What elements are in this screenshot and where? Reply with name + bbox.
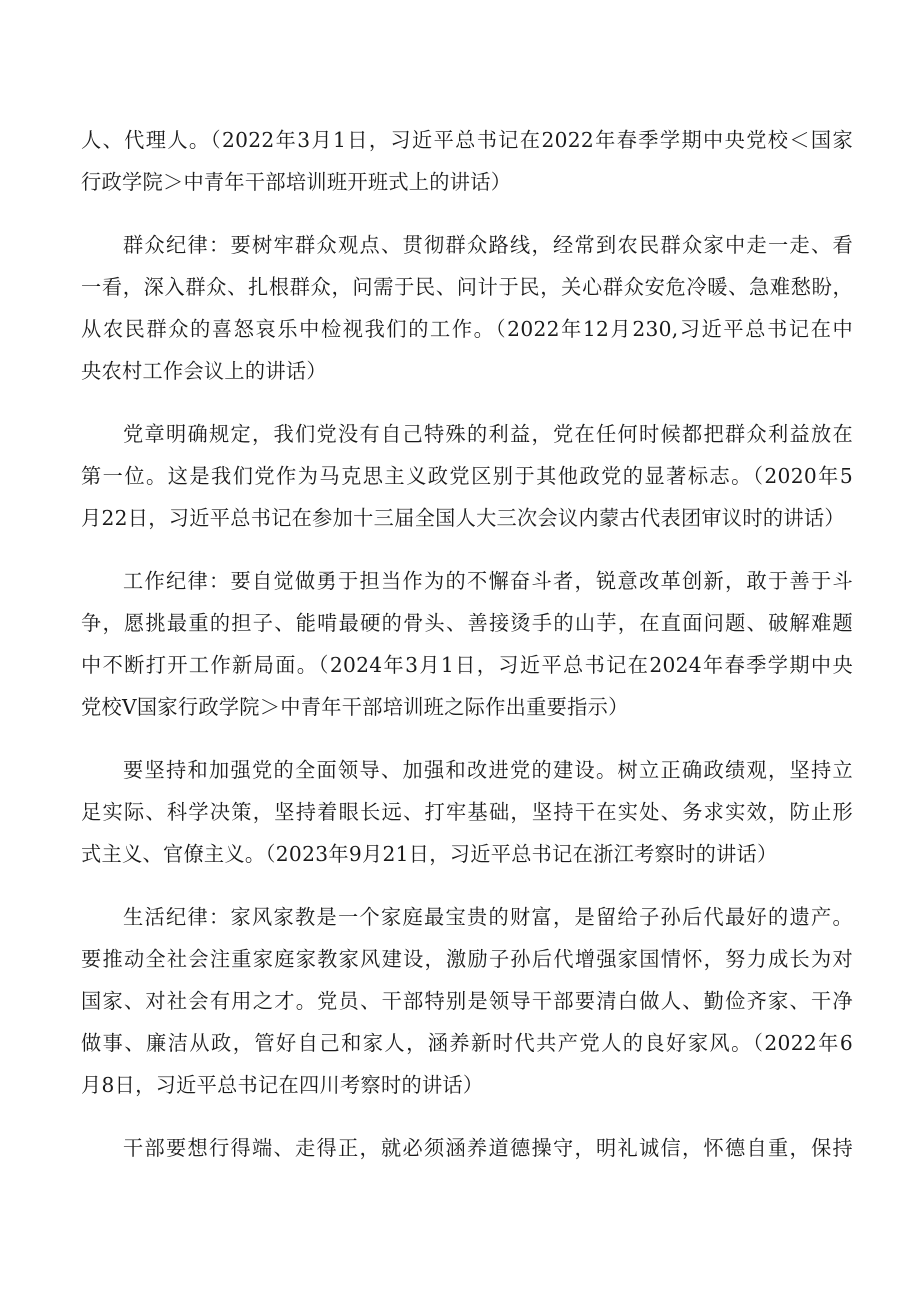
document-page <box>81 119 853 1190</box>
paragraph <box>81 119 853 203</box>
paragraph <box>81 749 853 875</box>
text-line: 中不断打开工作新局面。（2024年3月1日，习近平总书记在2024年春季学期中央 <box>81 653 853 677</box>
text-line: 干部要想行得端、走得正，就必须涵养道德操守，明礼诚信，怀德自重，保持 <box>123 1136 853 1160</box>
text-line: 争，愿挑最重的担子、能啃最硬的骨头、善接烫手的山芋，在直面问题、破解难题 <box>81 611 853 635</box>
text-line: 生活纪律：家风家教是一个家庭最宝贵的财富，是留给子孙后代最好的遗产。 <box>123 905 853 929</box>
text-line: 国家、对社会有用之才。党员、干部特别是领导干部要清白做人、勤俭齐家、干净 <box>81 989 853 1013</box>
text-line: 党章明确规定，我们党没有自己特殊的利益，党在任何时候都把群众利益放在 <box>123 422 853 446</box>
text-line: 党校V国家行政学院＞中青年干部培训班之际作出重要指示） <box>81 695 629 719</box>
paragraph <box>81 896 853 1106</box>
text-line: 做事、廉洁从政，管好自己和家人，涵养新时代共产党人的良好家风。（2022年6 <box>81 1031 853 1055</box>
paragraph <box>81 413 853 539</box>
text-line: 行政学院＞中青年干部培训班开班式上的讲话） <box>81 170 512 194</box>
text-line: 群众纪律：要树牢群众观点、贯彻群众路线，经常到农民群众家中走一走、看 <box>123 233 853 257</box>
text-line: 央农村工作会议上的讲话） <box>81 359 327 383</box>
text-line: 月8日，习近平总书记在四川考察时的讲话） <box>81 1073 484 1097</box>
text-line: 月22日，习近平总书记在参加十三届全国人大三次会议内蒙古代表团审议时的讲话） <box>81 506 845 530</box>
text-line: 从农民群众的喜怒哀乐中检视我们的工作。（2022年12月230,习近平总书记在中 <box>81 317 853 341</box>
text-line: 人、代理人。（2022年3月1日，习近平总书记在2022年春季学期中央党校＜国家 <box>81 128 853 152</box>
text-line: 第一位。这是我们党作为马克思主义政党区别于其他政党的显著标志。（2020年5 <box>81 464 853 488</box>
text-line: 一看，深入群众、扎根群众，问需于民、问计于民，关心群众安危冷暖、急难愁盼， <box>81 275 853 299</box>
paragraph <box>81 1127 853 1169</box>
text-line: 式主义、官僚主义。（2023年9月21日，习近平总书记在浙江考察时的讲话） <box>81 842 778 866</box>
text-line: 要坚持和加强党的全面领导、加强和改进党的建设。树立正确政绩观，坚持立 <box>123 758 853 782</box>
paragraph <box>81 224 853 392</box>
text-line: 工作纪律：要自觉做勇于担当作为的不懈奋斗者，锐意改革创新，敢于善于斗 <box>123 569 853 593</box>
text-line: 足实际、科学决策，坚持着眼长远、打牢基础，坚持干在实处、务求实效，防止形 <box>81 800 853 824</box>
paragraph <box>81 560 853 728</box>
text-line: 要推动全社会注重家庭家教家风建设，激励子孙后代增强家国情怀，努力成长为对 <box>81 947 853 971</box>
